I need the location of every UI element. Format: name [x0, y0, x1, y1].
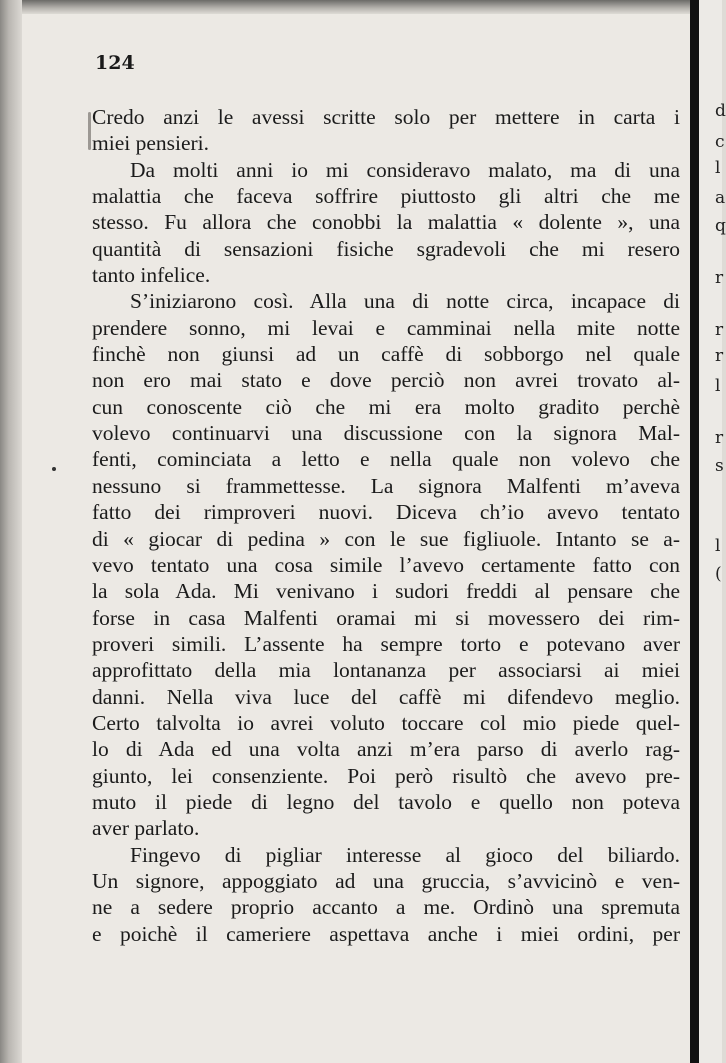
book-gutter: [690, 0, 699, 1063]
text-line: nessuno si frammettesse. La signora Malfenti m’aveva: [92, 473, 680, 498]
page-top-edge: [0, 0, 722, 14]
text-line: Fingevo di pigliar interesse al gioco del biliardo.: [130, 842, 680, 867]
margin-pencil-mark: [88, 112, 91, 150]
text-line: Certo talvolta io avrei voluto toccare col mio piede quel-: [92, 710, 680, 735]
text-line: Credo anzi le avessi scritte solo per mettere in carta i: [92, 105, 680, 129]
text-line: aver parlato.: [92, 816, 200, 841]
facing-page-edge: [699, 0, 726, 1063]
facing-page-fragment: d: [715, 101, 726, 121]
facing-page-fragment: a: [715, 188, 726, 208]
text-line: Da molti anni io mi consideravo malato, ma di una: [130, 157, 680, 182]
text-line: ne a sedere proprio accanto a me. Ordinò una spremuta: [92, 895, 680, 920]
binding-shadow: [0, 0, 22, 1063]
text-line: fenti, cominciata a letto e nella quale non volevo che: [92, 447, 680, 472]
text-line: prendere sonno, mi levai e camminai nella mite notte: [92, 315, 680, 340]
facing-page-fragment: r: [715, 268, 724, 288]
text-line: tanto infelice.: [92, 263, 211, 288]
facing-page-fragment: r: [715, 320, 724, 340]
text-line: la sola Ada. Mi venivano i sudori freddi al pensare che: [92, 579, 680, 604]
text-line: giunto, lei consenziente. Poi però risultò che avevo pre-: [92, 763, 680, 788]
facing-page-fragment: q: [715, 216, 726, 236]
text-line: e poichè il cameriere aspettava anche i miei ordini, per: [92, 921, 680, 946]
text-line: malattia che faceva soffrire piuttosto gli altri che me: [92, 184, 680, 209]
text-line: vevo tentato una cosa simile l’avevo certamente fatto con: [92, 552, 680, 577]
text-line: miei pensieri.: [92, 131, 210, 156]
text-line: non ero mai stato e dove perciò non avrei trovato al-: [92, 368, 680, 393]
text-line: di « giocar di pedina » con le sue figliuole. Intanto se a-: [92, 526, 680, 551]
text-line: stesso. Fu allora che conobbi la malattia « dolente », una: [92, 210, 680, 235]
facing-page-fragment: s: [715, 456, 724, 476]
page-number: 124: [95, 52, 135, 74]
facing-page-fragment: l: [715, 536, 721, 556]
text-line: volevo continuarvi una discussione con la signora Mal-: [92, 421, 680, 446]
margin-dot: [52, 467, 56, 471]
text-line: proveri simili. L’assente ha sempre torto e potevano aver: [92, 631, 680, 656]
text-line: approfittato della mia lontananza per associarsi ai miei: [92, 658, 680, 683]
facing-page-fragment: l: [715, 376, 721, 396]
text-line: Un signore, appoggiato ad una gruccia, s’avvicinò e ven-: [92, 868, 680, 893]
text-line: cun conoscente ciò che mi era molto gradito perchè: [92, 394, 680, 419]
text-line: forse in casa Malfenti oramai mi si movessero dei rim-: [92, 605, 680, 630]
facing-page-fragment: r: [715, 346, 724, 366]
text-line: lo di Ada ed una volta anzi m’era parso di averlo rag-: [92, 737, 680, 762]
body-text: [92, 104, 680, 947]
facing-page-fragment: (: [715, 564, 722, 584]
text-line: danni. Nella viva luce del caffè mi difendevo meglio.: [92, 684, 680, 709]
text-line: fatto dei rimproveri nuovi. Diceva ch’io avevo tentato: [92, 500, 680, 525]
text-line: quantità di sensazioni fisiche sgradevoli che mi resero: [92, 236, 680, 261]
facing-page-fragment: c: [715, 132, 725, 152]
facing-page-fragment: l: [715, 158, 721, 178]
text-line: finchè non giunsi ad un caffè di sobborgo nel quale: [92, 342, 680, 367]
facing-page-fragment: r: [715, 428, 724, 448]
text-line: muto il piede di legno del tavolo e quello non poteva: [92, 789, 680, 814]
text-line: S’iniziarono così. Alla una di notte circa, incapace di: [130, 289, 680, 314]
